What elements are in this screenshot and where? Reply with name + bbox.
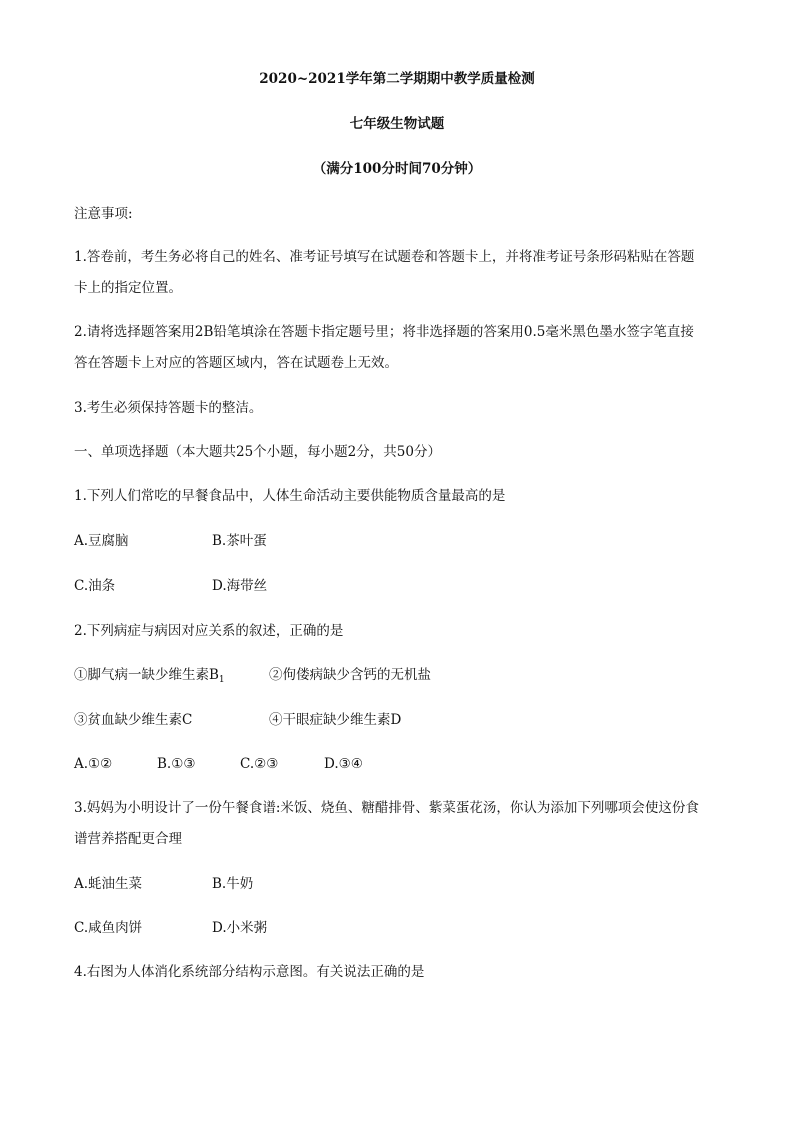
option-d: D.③④: [324, 756, 363, 772]
notes-heading: 注意事项:: [74, 206, 133, 222]
note-1-line-1: 1.答卷前，考生务必将自己的姓名、准考证号填写在试题卷和答题卡上，并将准考证号条形码粘贴在答题: [74, 249, 695, 265]
option-b: B.茶叶蛋: [212, 533, 267, 549]
option-a: A.①②: [74, 756, 113, 772]
option-c: C.油条: [74, 578, 116, 594]
statement-3: ③贫血缺少维生素C: [74, 712, 193, 728]
option-b: B.①③: [157, 756, 196, 772]
statement-1: ①脚气病一缺少维生素$B_1$: [74, 667, 225, 685]
note-2-line-2: 答在答题卡上对应的答题区域内，答在试题卷上无效。: [74, 355, 398, 371]
option-b: B.牛奶: [212, 876, 254, 892]
subscript: 1: [218, 675, 225, 685]
statement-4: ④干眼症缺少维生素D: [269, 712, 402, 728]
note-1-line-2: 卡上的指定位置。: [74, 280, 182, 296]
option-c: C.咸鱼肉饼: [74, 920, 143, 936]
score-time: （满分100分时间70分钟）: [312, 161, 482, 177]
exam-title: 2020~2021学年第二学期期中教学质量检测: [259, 71, 535, 87]
question-stem: 1.下列人们常吃的早餐食品中，人体生命活动主要供能物质含量最高的是: [74, 488, 506, 504]
note-2-line-1: 2.请将选择题答案用2B铅笔填涂在答题卡指定题号里；将非选择题的答案用0.5毫米黑色墨水签字笔直接: [74, 324, 694, 340]
option-d: D.海带丝: [212, 578, 268, 594]
question-stem-line-2: 谱营养搭配更合理: [74, 831, 182, 847]
exam-subtitle: 七年级生物试题: [349, 116, 445, 132]
section-1-heading: 一、单项选择题（本大题共25个小题，每小题2分，共50分）: [74, 444, 441, 460]
option-d: D.小米粥: [212, 920, 268, 936]
option-c: C.②③: [240, 756, 279, 772]
option-a: A.蚝油生菜: [74, 876, 143, 892]
note-3: 3.考生必须保持答题卡的整洁。: [74, 400, 263, 416]
question-stem: 2.下列病症与病因对应关系的叙述，正确的是: [74, 623, 344, 639]
question-stem: 4.右图为人体消化系统部分结构示意图。有关说法正确的是: [74, 964, 425, 980]
statement-2: ②佝偻病缺少含钙的无机盐: [269, 667, 431, 683]
option-a: A.豆腐脑: [74, 533, 129, 549]
question-stem-line-1: 3.妈妈为小明设计了一份午餐食谱:米饭、烧鱼、糖醋排骨、紫菜蛋花汤，你认为添加下列哪项会使这份食: [74, 800, 699, 816]
